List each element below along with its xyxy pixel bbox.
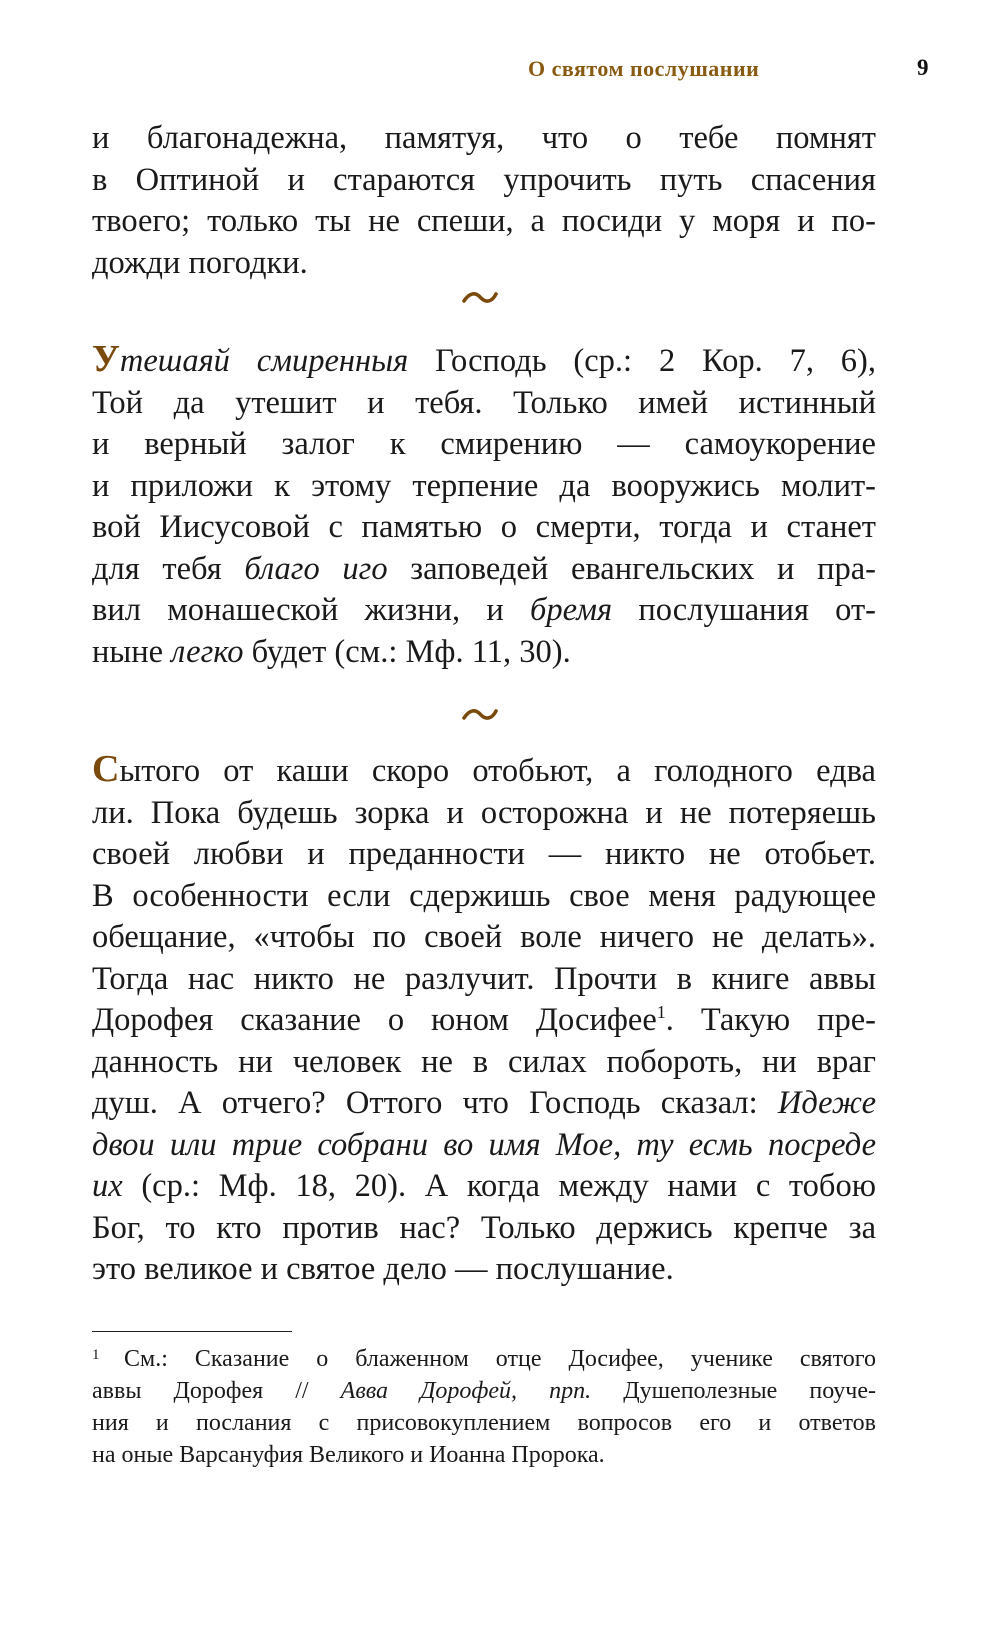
ornament-separator — [462, 291, 498, 305]
text-fragment: Господь (ср.: 2 Кор. 7, 6), — [408, 343, 877, 379]
text-line: Той да утешит и тебя. Только имей истинный — [92, 384, 876, 421]
text-line: Бог, то кто против нас? Только держись крепче за — [92, 1209, 876, 1246]
text-line: вой Иисусовой с памятью о смерти, тогда и станет — [92, 509, 876, 545]
italic-phrase: бремя — [530, 592, 613, 628]
footnote — [92, 1343, 876, 1471]
italic-phrase: благо иго — [244, 550, 388, 587]
text-fragment: Дорофея сказание о юном Досифее — [92, 1002, 657, 1038]
text-fragment: Душеполезные поуче- — [591, 1378, 876, 1404]
paragraph-2 — [92, 339, 876, 673]
text-line: и приложи к этому терпение да вооружись молит- — [92, 467, 876, 504]
text-line: это великое и святое дело — послушание. — [92, 1251, 674, 1287]
text-line: данность ни человек не в силах побороть, ни враг — [92, 1043, 876, 1080]
text-line — [92, 1166, 876, 1208]
text-line: своей любви и преданности — никто не отобьет. — [92, 836, 876, 872]
text-line: и благонадежна, памятуя, что о тебе помнят — [92, 120, 876, 156]
italic-phrase: Идеже — [777, 1085, 876, 1121]
ornament-separator — [462, 708, 498, 722]
text-line: дожди погодки. — [92, 244, 308, 281]
text-line: Тогда нас никто не разлучит. Прочти в книге аввы — [92, 960, 876, 997]
text-fragment: будет (см.: Мф. 11, 30). — [243, 633, 571, 670]
text-fragment: ытого от каши скоро отобьют, а голодного едва — [119, 753, 876, 789]
italic-phrase: их — [92, 1168, 123, 1204]
italic-phrase: Авва Дорофей, прп. — [340, 1378, 592, 1404]
text-line: в Оптиной и стараются упрочить путь спасения — [92, 161, 876, 198]
text-fragment: (ср.: Мф. 18, 20). А когда между нами с тобою — [122, 1168, 876, 1204]
footnote-line: на оные Варсануфия Великого и Иоанна Пророка. — [92, 1442, 605, 1468]
running-title: О святом послушании — [528, 56, 760, 81]
italic-phrase: легко — [171, 633, 244, 670]
text-line — [92, 590, 876, 632]
text-line: ли. Пока будешь зорка и осторожна и не потеряешь — [92, 794, 876, 831]
text-fragment: аввы Дорофея // — [92, 1378, 341, 1404]
text-line — [92, 339, 876, 383]
text-line — [92, 632, 876, 674]
footnote-mark: 1 — [92, 1347, 100, 1363]
paragraph-3 — [92, 749, 876, 1291]
text-line: обещание, «чтобы по своей воле ничего не делать». — [92, 919, 876, 955]
page-number: 9 — [917, 55, 929, 80]
text-line — [92, 1125, 876, 1167]
footnote-line: См.: Сказание о блаженном отце Досифее, ученике святого — [124, 1346, 876, 1372]
drop-initial: С — [92, 748, 120, 790]
text-fragment: душ. А отчего? Оттого что Господь сказал: — [92, 1085, 778, 1121]
italic-phrase: двои или трие собрани во имя Мое, ту есмь посреде — [92, 1126, 876, 1163]
footnote-rule — [92, 1331, 292, 1332]
text-fragment: вил монашеской жизни, и — [92, 592, 531, 628]
text-fragment: послушания от- — [612, 592, 876, 628]
footnote-reference[interactable]: 1 — [656, 1002, 666, 1022]
text-fragment: заповедей евангельских и пра- — [387, 550, 877, 587]
drop-initial: У — [92, 338, 120, 380]
paragraph-1 — [92, 118, 876, 284]
footnote-line: ния и послания с присовокуплением вопросов его и ответов — [92, 1410, 876, 1436]
text-line: твоего; только ты не спеши, а посиди у моря и по- — [92, 203, 876, 239]
text-line — [92, 1083, 876, 1125]
text-line — [92, 749, 876, 793]
italic-phrase: тешаяй смиренныя — [119, 343, 409, 379]
text-fragment: ныне — [92, 633, 172, 670]
footnote-line — [92, 1375, 876, 1407]
text-fragment: для тебя — [92, 550, 245, 587]
text-line — [92, 549, 876, 591]
text-line — [92, 1000, 876, 1042]
text-line: и верный залог к смирению — самоукорение — [92, 426, 876, 462]
text-fragment: . Такую пре- — [665, 1002, 876, 1038]
text-line: В особенности если сдержишь свое меня радующее — [92, 877, 876, 914]
footnote-body — [92, 1343, 876, 1471]
